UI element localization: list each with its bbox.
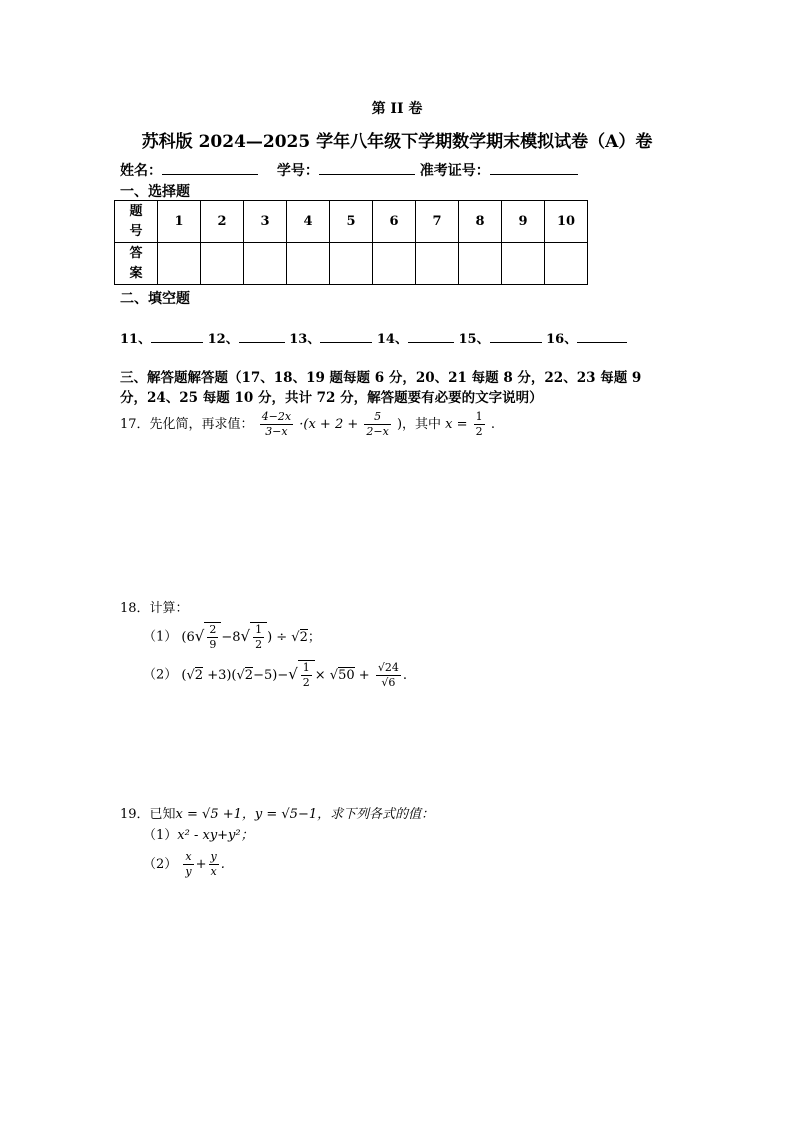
answer-cell[interactable] [459, 243, 502, 285]
blank-label: 13、 [289, 332, 321, 347]
answer-cell[interactable] [244, 243, 287, 285]
table-cell: 9 [502, 201, 545, 243]
question-17 [120, 410, 495, 439]
math-expression: ·(x + 2 + [299, 417, 359, 432]
blank-field[interactable] [239, 328, 285, 343]
math-expression: x² - xy+y²； [177, 828, 254, 843]
exam-title: 苏科版 2024—2025 学年八年级下学期数学期末模拟试卷（A）卷 [141, 132, 653, 152]
answer-cell[interactable] [373, 243, 416, 285]
fill-blank-line [120, 328, 627, 347]
answer-cell[interactable] [201, 243, 244, 285]
question-19 [120, 803, 434, 822]
section-fill-title: 二、填空题 [120, 291, 190, 307]
question-19-label: 19．已知 [120, 807, 176, 822]
blank-field[interactable] [490, 328, 542, 343]
question-18-part2 [143, 660, 407, 690]
student-info-line [120, 160, 578, 180]
table-cell: 2 [201, 201, 244, 243]
answer-cell[interactable] [416, 243, 459, 285]
fraction: $\frac{5}{2-x}$ [366, 410, 389, 438]
blank-field[interactable] [151, 328, 203, 343]
question-18-part1 [143, 622, 321, 652]
table-cell: 7 [416, 201, 459, 243]
section-solve-title-line2: 分，24、25 每题 10 分，共计 72 分，解答题要有必要的文字说明） [120, 390, 543, 406]
section-solve-title-line1: 三、解答题解答题（17、18、19 题每题 6 分，20、21 每题 8 分，22、23 每题 9 [120, 370, 642, 386]
math-expression: (6√ $\frac{2}{9}$ −8√ $\frac{1}{2}$ ) ÷ √2； [181, 623, 321, 651]
question-17-label: 17．先化简，再求值： [120, 417, 254, 432]
volume-label: 第 II 卷 [371, 101, 423, 117]
exam-number-label: 准考证号： [419, 163, 490, 179]
part-label: （2） [143, 857, 178, 872]
answer-cell[interactable] [330, 243, 373, 285]
answer-cell[interactable] [158, 243, 201, 285]
table-cell: 5 [330, 201, 373, 243]
math-text: . [490, 417, 495, 432]
exam-number-field[interactable] [490, 160, 578, 175]
question-19-given: x = √5 +1，y = √5−1，求下列各式的值： [175, 807, 435, 822]
table-cell: 6 [373, 201, 416, 243]
math-expression: $\frac{x}{y}$ + $\frac{y}{x}$ . [185, 850, 225, 878]
answer-cell[interactable] [502, 243, 545, 285]
answer-table [114, 200, 588, 285]
answer-cell[interactable] [287, 243, 330, 285]
table-cell: 1 [158, 201, 201, 243]
student-id-field[interactable] [319, 160, 415, 175]
question-number-label: 题号 [115, 201, 158, 243]
math-text: )，其中 [396, 417, 442, 432]
table-cell: 3 [244, 201, 287, 243]
blank-label: 12、 [207, 332, 239, 347]
blank-field[interactable] [577, 328, 627, 343]
blank-label: 14、 [376, 332, 408, 347]
blank-label: 15、 [458, 332, 490, 347]
name-label: 姓名： [120, 163, 162, 179]
answer-cell[interactable] [545, 243, 588, 285]
blank-field[interactable] [320, 328, 372, 343]
part-label: （1） [143, 828, 178, 843]
question-19-part2 [143, 850, 225, 879]
section-choice-title: 一、选择题 [120, 184, 190, 200]
answer-table-answer-row [115, 243, 588, 285]
fraction: $\frac{1}{2}$ [475, 410, 483, 438]
blank-label: 11、 [120, 332, 152, 347]
part-label: （2） [143, 667, 178, 683]
answer-table-header-row [115, 201, 588, 243]
math-variable: x = [445, 417, 468, 432]
question-18-label: 18．计算： [120, 601, 189, 616]
table-cell: 8 [459, 201, 502, 243]
question-19-part1 [143, 824, 254, 843]
blank-label: 16、 [546, 332, 578, 347]
answer-label: 答案 [115, 243, 158, 285]
table-cell: 4 [287, 201, 330, 243]
part-label: （1） [143, 629, 178, 645]
student-id-label: 学号： [276, 163, 319, 179]
fraction: $\frac{4-2x}{3-x}$ [261, 410, 292, 438]
table-cell: 10 [545, 201, 588, 243]
blank-field[interactable] [408, 328, 454, 343]
math-expression: (√2 +3)(√2−5)−√ $\frac{1}{2}$ × √50 + $\frac{√24}{√6}$ . [181, 660, 407, 689]
name-field[interactable] [162, 160, 258, 175]
